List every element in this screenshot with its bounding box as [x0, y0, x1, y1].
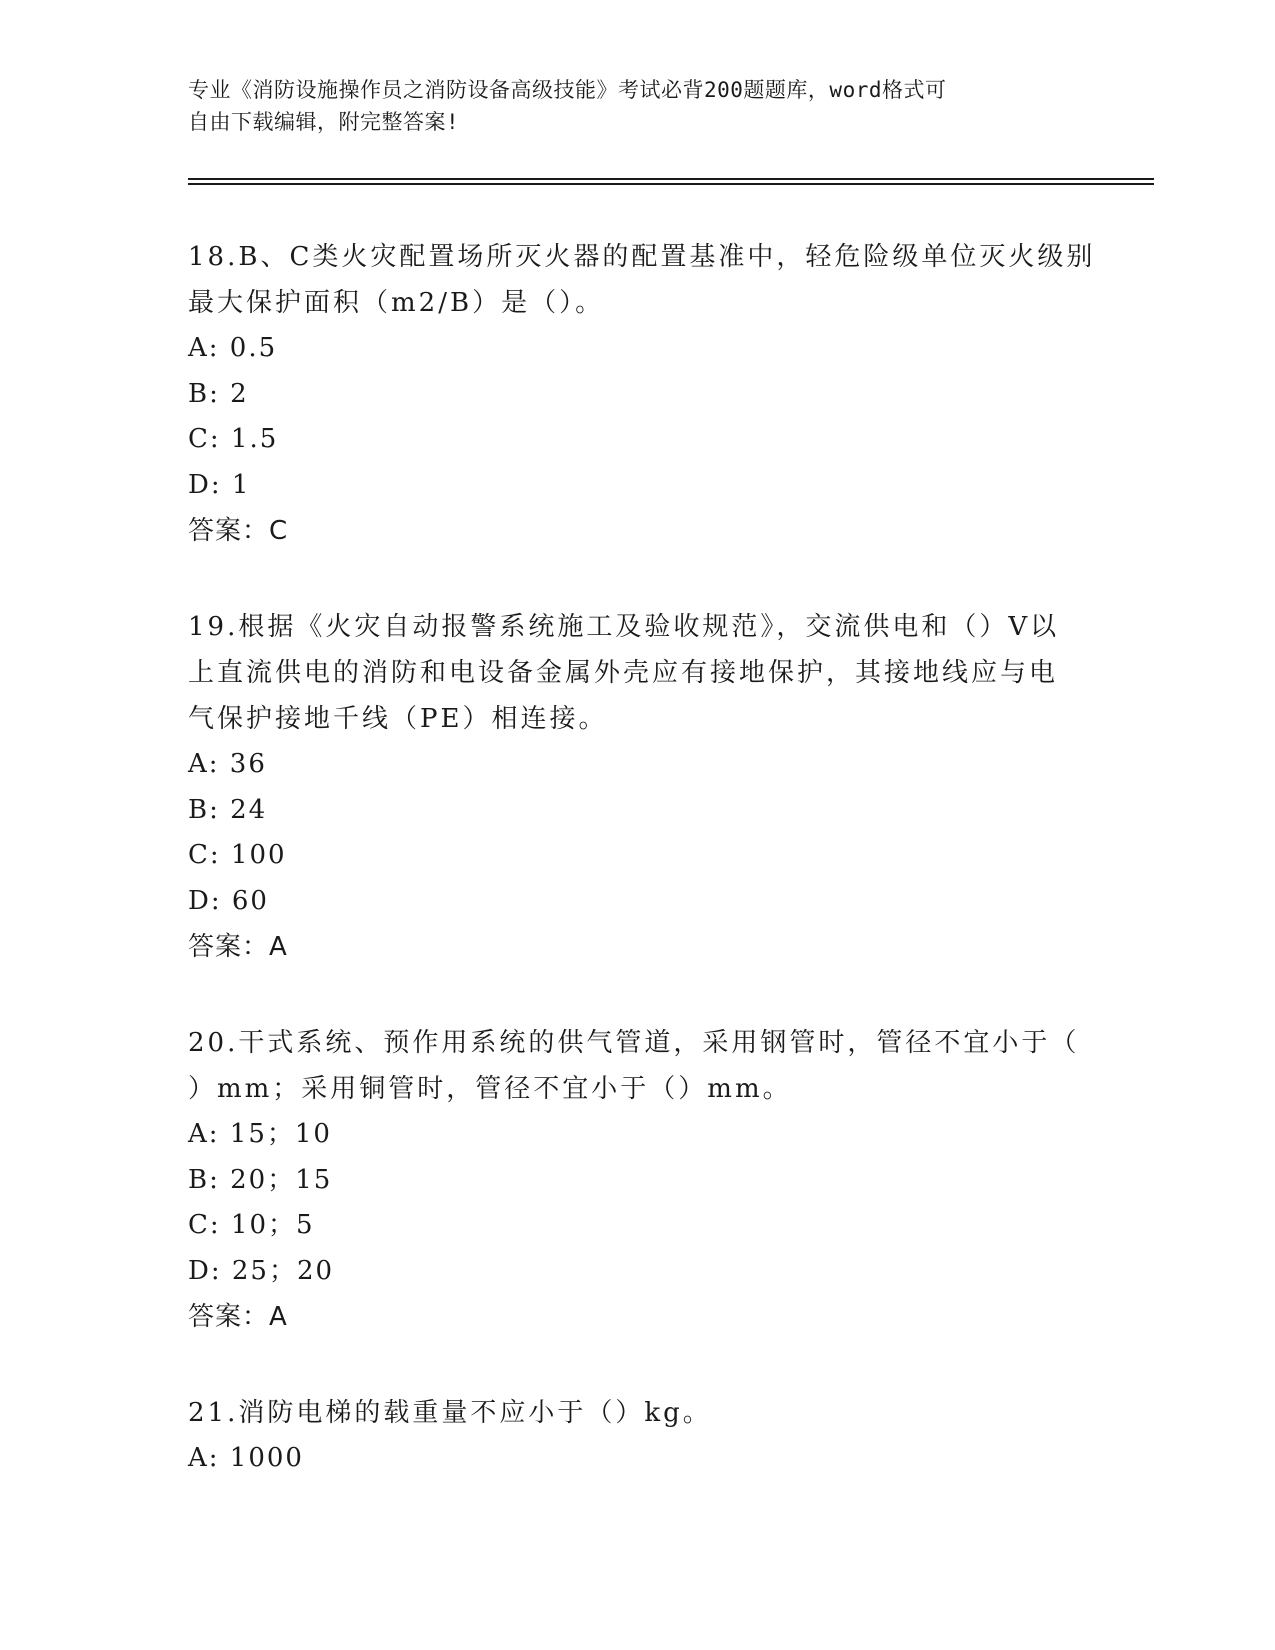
option-b: B: 2	[188, 378, 249, 409]
option-a: A: 1000	[188, 1443, 304, 1473]
question-list	[188, 234, 1118, 1532]
header-divider-top	[188, 178, 1154, 180]
option-c: C: 1.5	[188, 424, 279, 454]
header-line-2: 自由下载编辑，附完整答案!	[188, 110, 460, 134]
question-21	[188, 1390, 1118, 1482]
option-d: D: 1	[188, 469, 251, 500]
question-19	[188, 604, 1118, 970]
question-18	[188, 234, 1118, 554]
question-stem-line: 19.根据《火灾自动报警系统施工及验收规范》，交流供电和（）V以	[188, 612, 1060, 642]
question-stem-line: 18.B、C类火灾配置场所灭火器的配置基准中，轻危险级单位灭火级别	[188, 242, 1096, 272]
option-a: A: 36	[188, 749, 267, 779]
answer-line: 答案：A	[188, 1302, 288, 1332]
answer-line: 答案：A	[188, 932, 288, 962]
option-d: D: 25；20	[188, 1255, 335, 1286]
question-stem-line: 上直流供电的消防和电设备金属外壳应有接地保护，其接地线应与电	[188, 658, 1059, 688]
option-c: C: 100	[188, 840, 287, 870]
option-a: A: 0.5	[188, 333, 278, 363]
header-line-1: 专业《消防设施操作员之消防设备高级技能》考试必背200题题库，word格式可	[188, 78, 947, 102]
header-divider-bottom	[188, 183, 1154, 185]
option-b: B: 24	[188, 794, 268, 825]
option-d: D: 60	[188, 885, 269, 916]
document-header	[188, 74, 1088, 138]
question-stem-line: 最大保护面积（m2/B）是（）。	[188, 288, 605, 318]
option-a: A: 15；10	[188, 1119, 332, 1149]
question-stem-line: 21.消防电梯的载重量不应小于（）kg。	[188, 1398, 712, 1428]
option-c: C: 10；5	[188, 1210, 315, 1240]
option-b: B: 20；15	[188, 1164, 333, 1195]
answer-line: 答案：C	[188, 516, 289, 546]
question-stem-line: 20.干式系统、预作用系统的供气管道，采用钢管时，管径不宜小于（	[188, 1028, 1080, 1058]
question-stem-line: 气保护接地千线（PE）相连接。	[188, 704, 608, 734]
question-stem-line: ）mm；采用铜管时，管径不宜小于（）mm。	[188, 1074, 792, 1104]
question-20	[188, 1020, 1118, 1340]
